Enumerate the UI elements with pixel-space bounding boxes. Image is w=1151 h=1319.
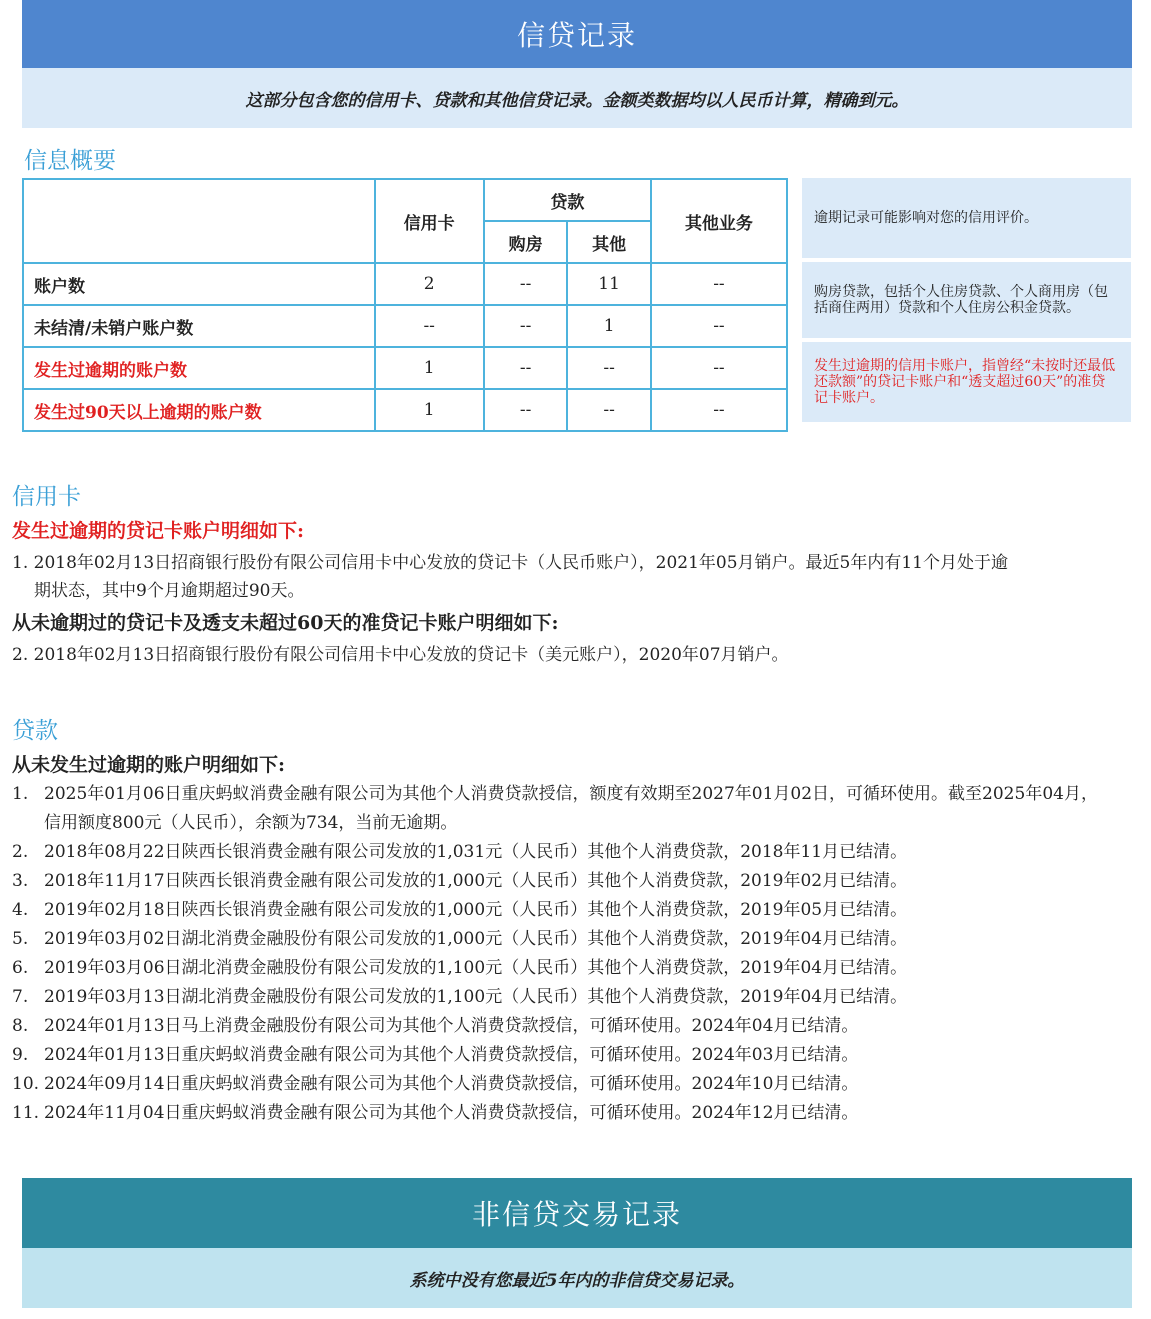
table-row [23,263,787,305]
cell: -- [651,263,787,305]
list-item: 2. 2018年02月13日招商银行股份有限公司信用卡中心发放的贷记卡（美元账户），2020年07月销户。 [12,645,789,665]
item-number: 7. [12,987,29,1007]
table-row [23,305,787,347]
row-label: 未结清/未销户账户数 [23,305,375,347]
cell: 11 [567,263,651,305]
item-number: 4. [12,900,29,920]
item-text: 2024年11月04日重庆蚂蚁消费金融有限公司为其他个人消费贷款授信，可循环使用。2024年12月已结清。 [44,1103,859,1123]
list-item [12,1070,1104,1099]
item-text: 2024年01月13日重庆蚂蚁消费金融有限公司为其他个人消费贷款授信，可循环使用。2024年03月已结清。 [44,1045,859,1065]
list-item-cont: 期状态，其中9个月逾期超过90天。 [34,581,305,601]
list-item [12,983,1104,1012]
col-housing: 购房 [484,221,568,263]
cell: -- [484,347,568,389]
item-text: 2019年02月18日陕西长银消费金融有限公司发放的1,000元（人民币）其他个人消费贷款，2019年05月已结清。 [44,900,908,920]
cell: -- [484,263,568,305]
cell: -- [567,389,651,431]
item-number: 9. [12,1045,29,1065]
row-label: 发生过逾期的账户数 [23,347,375,389]
non-credit-banner [22,1178,1132,1248]
credit-records-note [22,68,1132,128]
non-credit-title: 非信贷交易记录 [471,1198,682,1231]
overview-table [22,178,788,432]
list-item [12,1012,1104,1041]
list-item [12,1099,1104,1128]
item-number: 10. [12,1074,40,1094]
cell: -- [651,347,787,389]
cell: -- [484,389,568,431]
cell: -- [567,347,651,389]
table-row [23,347,787,389]
note-overdue-card [802,342,1131,422]
list-item [12,867,1104,896]
overdue-card-heading: 发生过逾期的贷记卡账户明细如下: [12,520,305,542]
item-number: 11. [12,1103,40,1123]
cell: 1 [375,389,484,431]
row-label: 账户数 [23,263,375,305]
list-item [12,925,1104,954]
col-loan: 贷款 [484,179,651,221]
row-label: 发生过90天以上逾期的账户数 [23,389,375,431]
col-other: 其他 [567,221,651,263]
item-text: 2018年11月17日陕西长银消费金融有限公司发放的1,000元（人民币）其他个人消费贷款，2019年02月已结清。 [44,871,908,891]
item-number: 5. [12,929,29,949]
cell: -- [651,389,787,431]
item-text: 2018年08月22日陕西长银消费金融有限公司发放的1,031元（人民币）其他个人消费贷款，2018年11月已结清。 [44,842,908,862]
non-credit-note [22,1248,1132,1308]
col-credit-card: 信用卡 [375,179,484,263]
item-number: 2. [12,842,29,862]
item-number: 6. [12,958,29,978]
note-text: 发生过逾期的信用卡账户，指曾经“未按时还最低还款额”的贷记卡账户和“透支超过60天”的准贷记卡账户。 [814,358,1116,406]
list-item [12,954,1104,983]
note-housing-loan [802,262,1131,338]
cell: -- [651,305,787,347]
note-text: 逾期记录可能影响对您的信用评价。 [814,210,1038,226]
list-item: 1. 2018年02月13日招商银行股份有限公司信用卡中心发放的贷记卡（人民币账户），2021年05月销户。最近5年内有11个月处于逾 [12,553,1008,573]
loans-heading: 从未发生过逾期的账户明细如下: [12,754,286,776]
col-other-business: 其他业务 [651,179,787,263]
item-text: 2019年03月13日湖北消费金融股份有限公司发放的1,100元（人民币）其他个人消费贷款，2019年04月已结清。 [44,987,908,1007]
item-number: 3. [12,871,29,891]
non-credit-note-text: 系统中没有您最近5年内的非信贷交易记录。 [409,1270,745,1291]
item-text: 2019年03月02日湖北消费金融股份有限公司发放的1,000元（人民币）其他个人消费贷款，2019年04月已结清。 [44,929,908,949]
cell: -- [484,305,568,347]
list-item [12,896,1104,925]
cell: 1 [567,305,651,347]
credit-records-banner [22,0,1132,68]
list-item [12,780,1104,838]
clean-card-heading: 从未逾期过的贷记卡及透支未超过60天的准贷记卡账户明细如下: [12,612,559,634]
credit-card-title: 信用卡 [12,484,81,510]
header-blank [23,179,375,263]
cell: 1 [375,347,484,389]
item-text: 2019年03月06日湖北消费金融股份有限公司发放的1,100元（人民币）其他个人消费贷款，2019年04月已结清。 [44,958,908,978]
overview-title: 信息概要 [24,148,116,174]
cell: 2 [375,263,484,305]
item-text: 2024年09月14日重庆蚂蚁消费金融有限公司为其他个人消费贷款授信，可循环使用。2024年10月已结清。 [44,1074,859,1094]
loans-title: 贷款 [12,718,58,744]
item-text: 2025年01月06日重庆蚂蚁消费金融有限公司为其他个人消费贷款授信，额度有效期至2027年01月02日，可循环使用。截至2025年04月，信用额度800元（人民币），余额为734，当前无逾期。 [44,784,1098,833]
table-row [23,389,787,431]
note-overdue-impact [802,178,1131,258]
page-title: 信贷记录 [516,19,637,52]
loan-list [12,780,1104,1128]
list-item [12,1041,1104,1070]
item-number: 1. [12,784,29,804]
item-text: 2024年01月13日马上消费金融股份有限公司为其他个人消费贷款授信，可循环使用。2024年04月已结清。 [44,1016,859,1036]
note-text: 购房贷款，包括个人住房贷款、个人商用房（包括商住两用）贷款和个人住房公积金贷款。 [814,284,1108,316]
credit-records-note-text: 这部分包含您的信用卡、贷款和其他信贷记录。金额类数据均以人民币计算，精确到元。 [245,90,909,111]
item-number: 8. [12,1016,29,1036]
list-item [12,838,1104,867]
cell: -- [375,305,484,347]
